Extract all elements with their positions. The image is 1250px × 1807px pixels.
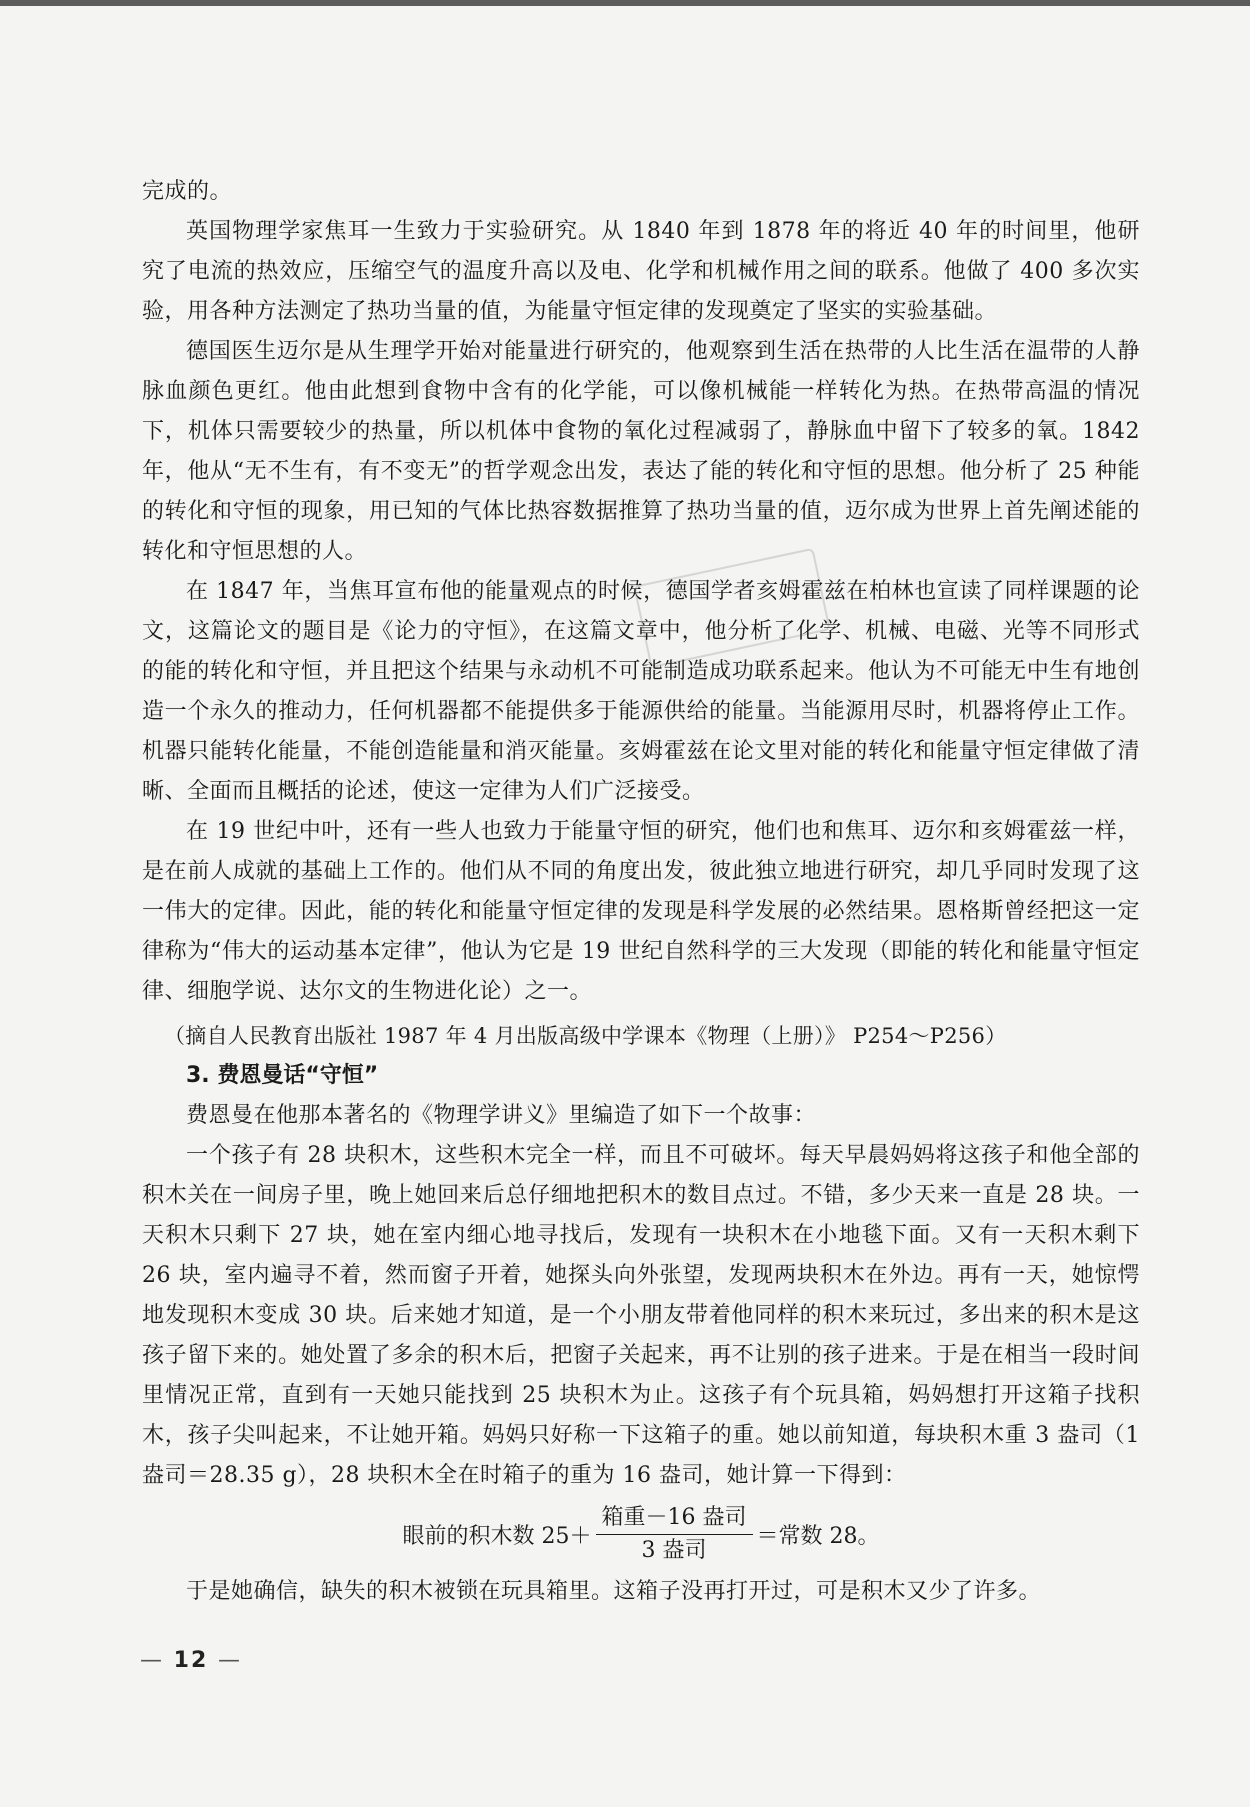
formula-right: ＝常数 28。 <box>756 1523 880 1549</box>
paragraph-19th-century: 在 19 世纪中叶，还有一些人也致力于能量守恒的研究，他们也和焦耳、迈尔和亥姆霍兹一样，是在前人成就的基础上工作的。他们从不同的角度出发，彼此独立地进行研究，却几乎同时发现了这一伟大的定律。因此，能的转化和能量守恒定律的发现是科学发展的必然结果。恩格斯曾经把这一定律称为“伟大的运动基本定律”，他认为它是 19 世纪自然科学的三大发现（即能的转化和能量守恒定律、细胞学说、达尔文的生物进化论）之一。 <box>142 819 1140 1004</box>
paragraph-final: 于是她确信，缺失的积木被锁在玩具箱里。这箱子没再打开过，可是积木又少了许多。 <box>186 1579 1042 1604</box>
paragraph-mayer: 德国医生迈尔是从生理学开始对能量进行研究的，他观察到生活在热带的人比生活在温带的人静脉血颜色更红。他由此想到食物中含有的化学能，可以像机械能一样转化为热。在热带高温的情况下，机体只需要较少的热量，所以机体中食物的氧化过程减弱了，静脉血中留下了较多的氧。1842 年，他从“无不生有，有不变无”的哲学观念出发，表达了能的转化和守恒的思想。他分析了 25 种能的转化和守恒的现象，用已知的气体比热容数据推算了热功当量的值，迈尔成为世界上首先阐述能的转化和守恒思想的人。 <box>142 339 1140 564</box>
formula-left: 眼前的积木数 25＋ <box>402 1523 592 1549</box>
formula-denominator: 3 盎司 <box>641 1537 707 1563</box>
formula-fraction <box>596 1504 753 1565</box>
paragraph-helmholtz: 在 1847 年，当焦耳宣布他的能量观点的时候，德国学者亥姆霍兹在柏林也宣读了同样课题的论文，这篇论文的题目是《论力的守恒》，在这篇文章中，他分析了化学、机械、电磁、光等不同形式的能的转化和守恒，并且把这个结果与永动机不可能制造成功联系起来。他认为不可能无中生有地创造一个永久的推动力，任何机器都不能提供多于能源供给的能量。当能源用尽时，机器将停止工作。机器只能转化能量，不能创造能量和消灭能量。亥姆霍兹在论文里对能的转化和能量守恒定律做了清晰、全面而且概括的论述，使这一定律为人们广泛接受。 <box>142 579 1140 804</box>
page-number-footer <box>140 1648 242 1673</box>
paragraph-joule: 英国物理学家焦耳一生致力于实验研究。从 1840 年到 1878 年的将近 40 年的时间里，他研究了电流的热效应，压缩空气的温度升高以及电、化学和机械作用之间的联系。他做了 400 多次实验，用各种方法测定了热功当量的值，为能量守恒定律的发现奠定了坚实的实验基础。 <box>142 219 1140 324</box>
paragraph-feynman-intro: 费恩曼在他那本著名的《物理学讲义》里编造了如下一个故事： <box>186 1103 817 1128</box>
page-number-dash-right: — <box>217 1648 242 1673</box>
page-number-dash-left: — <box>140 1648 164 1673</box>
paragraph-continuation: 完成的。 <box>142 179 233 204</box>
paragraph-feynman-story: 一个孩子有 28 块积木，这些积木完全一样，而且不可破坏。每天早晨妈妈将这孩子和他全部的积木关在一间房子里，晚上她回来后总仔细地把积木的数目点过。不错，多少天来一直是 28 块。一天积木只剩下 27 块，她在室内细心地寻找后，发现有一块积木在小地毯下面。又有一天积木剩下 26 块，室内遍寻不着，然而窗子开着，她探头向外张望，发现两块积木在外边。再有一天，她惊愕地发现积木变成 30 块。后来她才知道，是一个小朋友带着他同样的积木来玩过，多出来的积木是这孩子留下来的。她处置了多余的积木后，把窗子关起来，再不让别的孩子进来。于是在相当一段时间里情况正常，直到有一天她只能找到 25 块积木为止。这孩子有个玩具箱，妈妈想打开这箱子找积木，孩子尖叫起来，不让她开箱。妈妈只好称一下这箱子的重。她以前知道，每块积木重 3 盎司（1 盎司＝28.35 g），28 块积木全在时箱子的重为 16 盎司，她计算一下得到： <box>142 1143 1140 1488</box>
top-border-rule <box>0 0 1250 6</box>
source-citation: （摘自人民教育出版社 1987 年 4 月出版高级中学课本《物理（上册）》 P254～P256） <box>164 1024 1007 1048</box>
block-count-formula <box>142 1502 1140 1566</box>
page-body <box>142 172 1140 1612</box>
section-heading: 3. 费恩曼话“守恒” <box>186 1063 379 1088</box>
formula-numerator: 箱重－16 盎司 <box>596 1504 753 1535</box>
page-number: 12 <box>173 1648 209 1673</box>
